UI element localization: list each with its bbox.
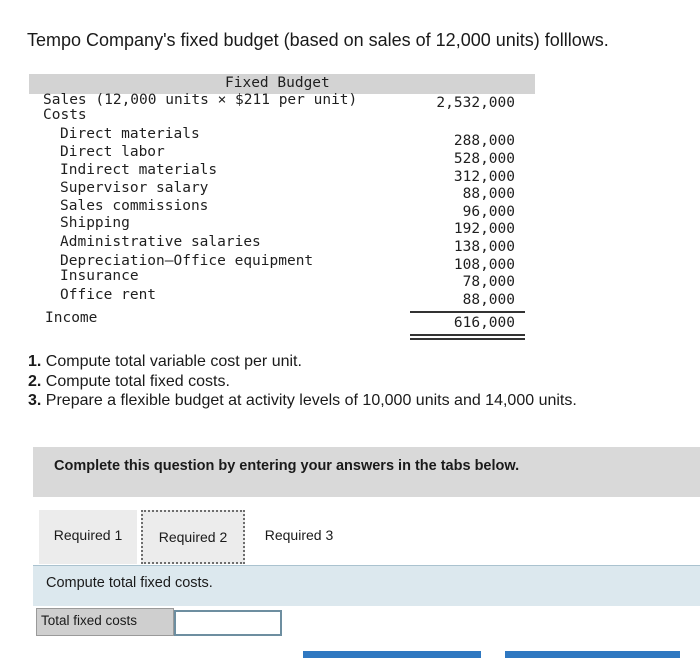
tab-required-2[interactable]: Required 2 (141, 510, 245, 564)
cost-value: 192,000 (453, 221, 515, 237)
cost-label: Administrative salaries (60, 234, 261, 250)
cost-label: Depreciation—Office equipment (60, 253, 314, 269)
total-fixed-costs-input[interactable] (174, 610, 282, 636)
sales-label: Sales (12,000 units × $211 per unit) (43, 92, 358, 108)
cost-label: Indirect materials (60, 162, 218, 178)
cost-label: Shipping (60, 215, 130, 231)
tab-required-1[interactable]: Required 1 (39, 510, 137, 564)
cost-value: 138,000 (453, 239, 515, 255)
next-button[interactable] (505, 651, 680, 658)
cost-label: Direct materials (60, 126, 200, 142)
cost-value: 96,000 (462, 204, 515, 220)
question-item: 3. Prepare a flexible budget at activity levels of 10,000 units and 14,000 units. (28, 392, 577, 409)
cost-value: 288,000 (453, 133, 515, 149)
budget-header-bar (29, 74, 535, 94)
cost-value: 312,000 (453, 169, 515, 185)
budget-column-header: Fixed Budget (225, 75, 330, 91)
prev-button[interactable] (303, 651, 481, 658)
income-label: Income (45, 310, 98, 326)
total-rule-lower (410, 338, 525, 340)
tab-required-3[interactable]: Required 3 (249, 510, 349, 564)
total-rule-upper (410, 334, 525, 336)
cost-value: 88,000 (462, 292, 515, 308)
cost-label: Direct labor (60, 144, 165, 160)
income-value: 616,000 (453, 315, 515, 331)
subtotal-rule (410, 311, 525, 313)
cost-value: 108,000 (453, 257, 515, 273)
cost-label: Insurance (60, 268, 139, 284)
total-fixed-costs-label: Total fixed costs (36, 608, 174, 636)
instructions-banner: Complete this question by entering your answers in the tabs below. (33, 447, 700, 497)
cost-label: Office rent (60, 287, 157, 303)
cost-value: 528,000 (453, 151, 515, 167)
cost-label: Sales commissions (60, 198, 209, 214)
cost-label: Supervisor salary (60, 180, 209, 196)
costs-label: Costs (43, 107, 87, 123)
question-item: 1. Compute total variable cost per unit. (28, 353, 302, 370)
cost-value: 78,000 (462, 274, 515, 290)
question-list (28, 352, 577, 411)
tab-prompt: Compute total fixed costs. (46, 575, 213, 591)
sales-value: 2,532,000 (436, 95, 515, 111)
problem-title: Tempo Company's fixed budget (based on sales of 12,000 units) folllows. (27, 30, 609, 50)
cost-value: 88,000 (462, 186, 515, 202)
question-item: 2. Compute total fixed costs. (28, 372, 230, 390)
tab-prompt-bar (33, 565, 700, 606)
